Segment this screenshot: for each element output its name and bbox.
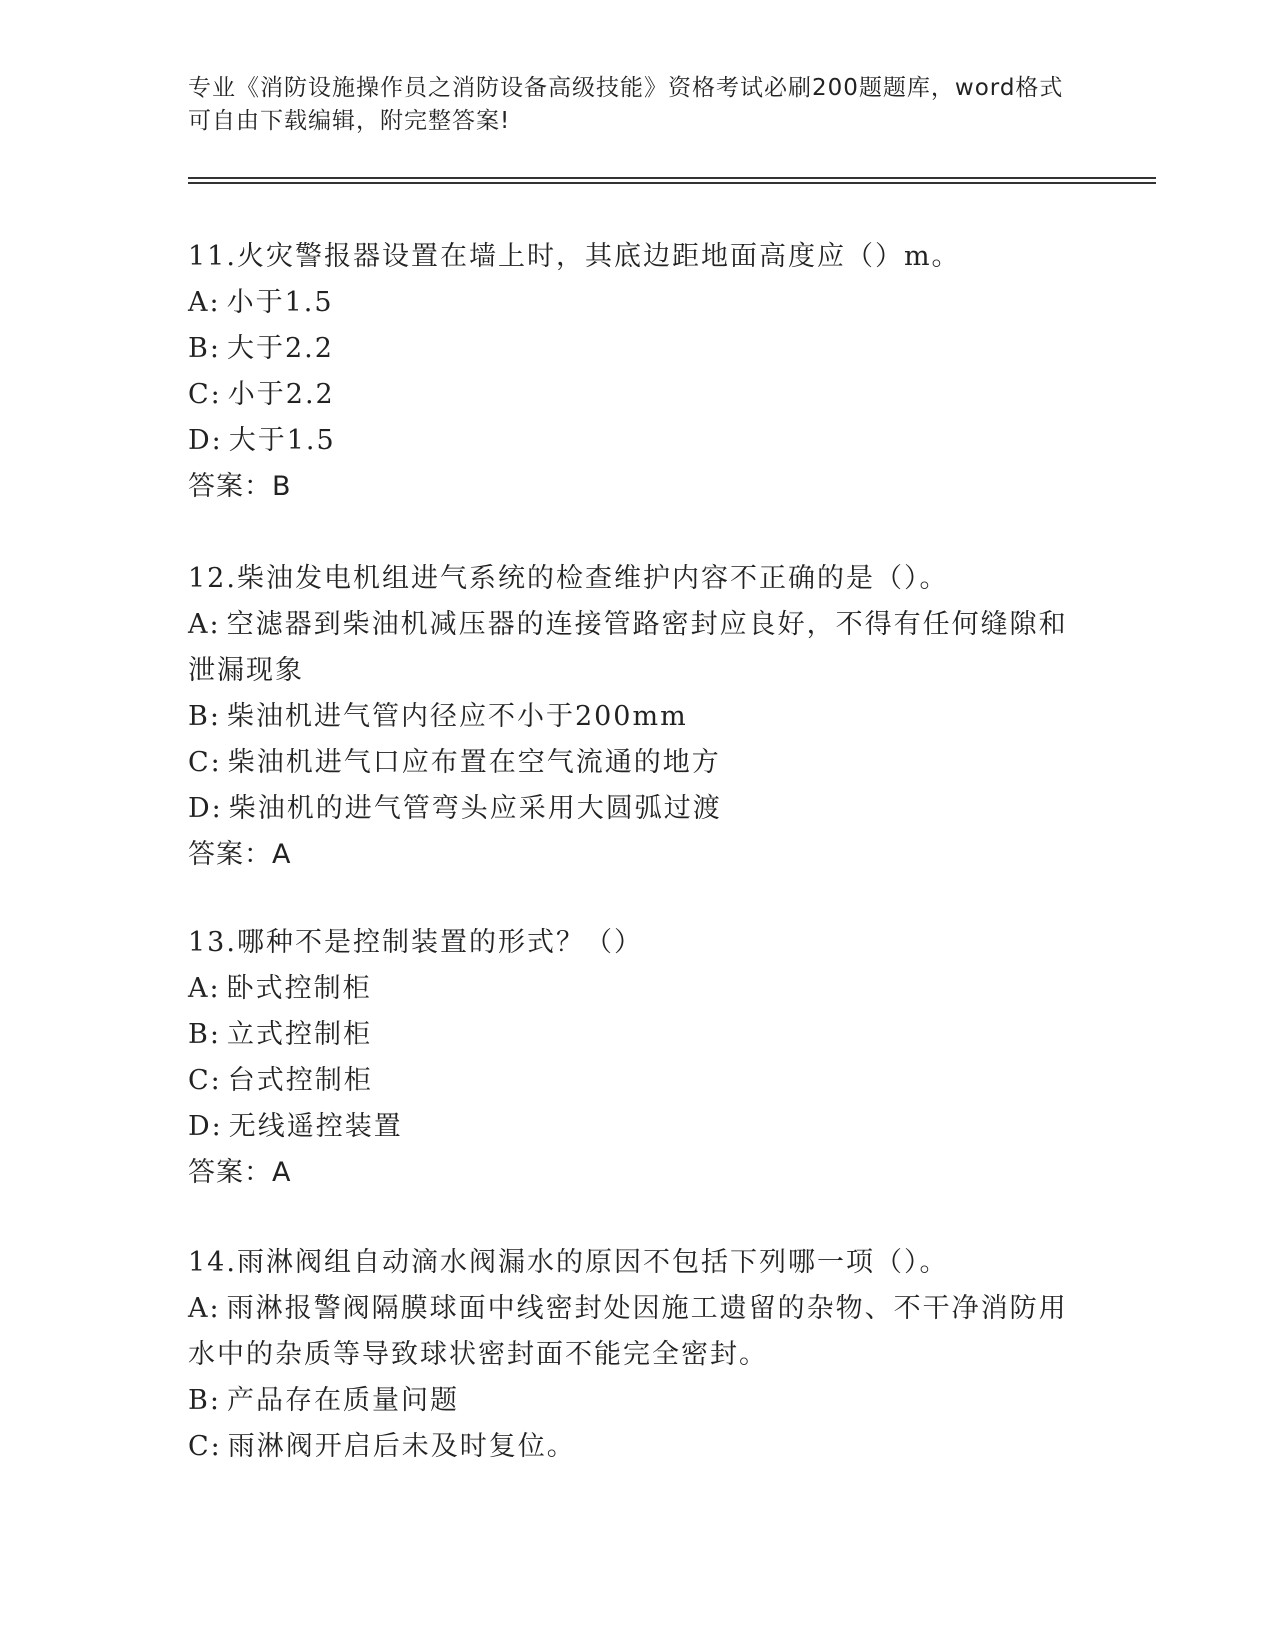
option-label: A: — [188, 609, 221, 640]
header-divider-top — [188, 177, 1156, 179]
option-b — [188, 1012, 1088, 1058]
option-text: 柴油机的进气管弯头应采用大圆弧过渡 — [228, 793, 722, 824]
option-label: B: — [188, 333, 221, 364]
option-b — [188, 326, 1088, 372]
question-11 — [188, 234, 1088, 510]
option-d — [188, 1104, 1088, 1150]
question-13 — [188, 920, 1088, 1196]
option-text: 柴油机进气口应布置在空气流通的地方 — [227, 747, 721, 778]
option-text: 雨淋阀开启后未及时复位。 — [227, 1431, 576, 1462]
answer: 答案：A — [188, 1157, 292, 1188]
option-label: B: — [188, 1385, 221, 1416]
header-divider-bottom — [188, 182, 1156, 184]
question-stem: 11.火灾警报器设置在墙上时，其底边距地面高度应（）m。 — [188, 241, 961, 272]
option-label: D: — [188, 1111, 223, 1142]
option-a — [188, 1286, 1088, 1378]
option-label: C: — [188, 747, 222, 778]
option-a — [188, 602, 1088, 694]
header-text: 专业《消防设施操作员之消防设备高级技能》资格考试必刷200题题库，word格式可自由下载编辑，附完整答案! — [188, 75, 1064, 134]
option-text: 台式控制柜 — [227, 1065, 373, 1096]
option-text: 柴油机进气管内径应不小于200mm — [226, 701, 688, 732]
option-b — [188, 694, 1088, 740]
option-text: 产品存在质量问题 — [226, 1385, 459, 1416]
option-text: 小于2.2 — [227, 379, 335, 410]
question-stem: 12.柴油发电机组进气系统的检查维护内容不正确的是（）。 — [188, 563, 949, 594]
option-label: D: — [188, 425, 223, 456]
option-c — [188, 1424, 1088, 1470]
question-14 — [188, 1240, 1088, 1470]
option-d — [188, 418, 1088, 464]
question-stem: 13.哪种不是控制装置的形式？（） — [188, 927, 643, 958]
option-text: 小于1.5 — [226, 287, 334, 318]
option-label: C: — [188, 1065, 222, 1096]
option-label: A: — [188, 1293, 221, 1324]
option-c — [188, 372, 1088, 418]
option-text: 立式控制柜 — [226, 1019, 372, 1050]
question-stem: 14.雨淋阀组自动滴水阀漏水的原因不包括下列哪一项（）。 — [188, 1247, 949, 1278]
option-text: 空滤器到柴油机减压器的连接管路密封应良好，不得有任何缝隙和泄漏现象 — [188, 609, 1068, 686]
option-text: 无线遥控装置 — [228, 1111, 403, 1142]
option-label: B: — [188, 1019, 221, 1050]
option-text: 大于2.2 — [226, 333, 334, 364]
document-header — [188, 72, 1068, 138]
option-a — [188, 280, 1088, 326]
option-label: D: — [188, 793, 223, 824]
option-text: 大于1.5 — [228, 425, 336, 456]
option-label: C: — [188, 379, 222, 410]
answer: 答案：B — [188, 471, 292, 502]
option-a — [188, 966, 1088, 1012]
option-c — [188, 740, 1088, 786]
option-text: 雨淋报警阀隔膜球面中线密封处因施工遗留的杂物、不干净消防用水中的杂质等导致球状密封面不能完全密封。 — [188, 1293, 1068, 1370]
option-label: C: — [188, 1431, 222, 1462]
option-d — [188, 786, 1088, 832]
option-b — [188, 1378, 1088, 1424]
answer: 答案：A — [188, 839, 292, 870]
option-text: 卧式控制柜 — [226, 973, 372, 1004]
option-label: A: — [188, 973, 221, 1004]
option-c — [188, 1058, 1088, 1104]
option-label: B: — [188, 701, 221, 732]
question-12 — [188, 556, 1088, 878]
option-label: A: — [188, 287, 221, 318]
